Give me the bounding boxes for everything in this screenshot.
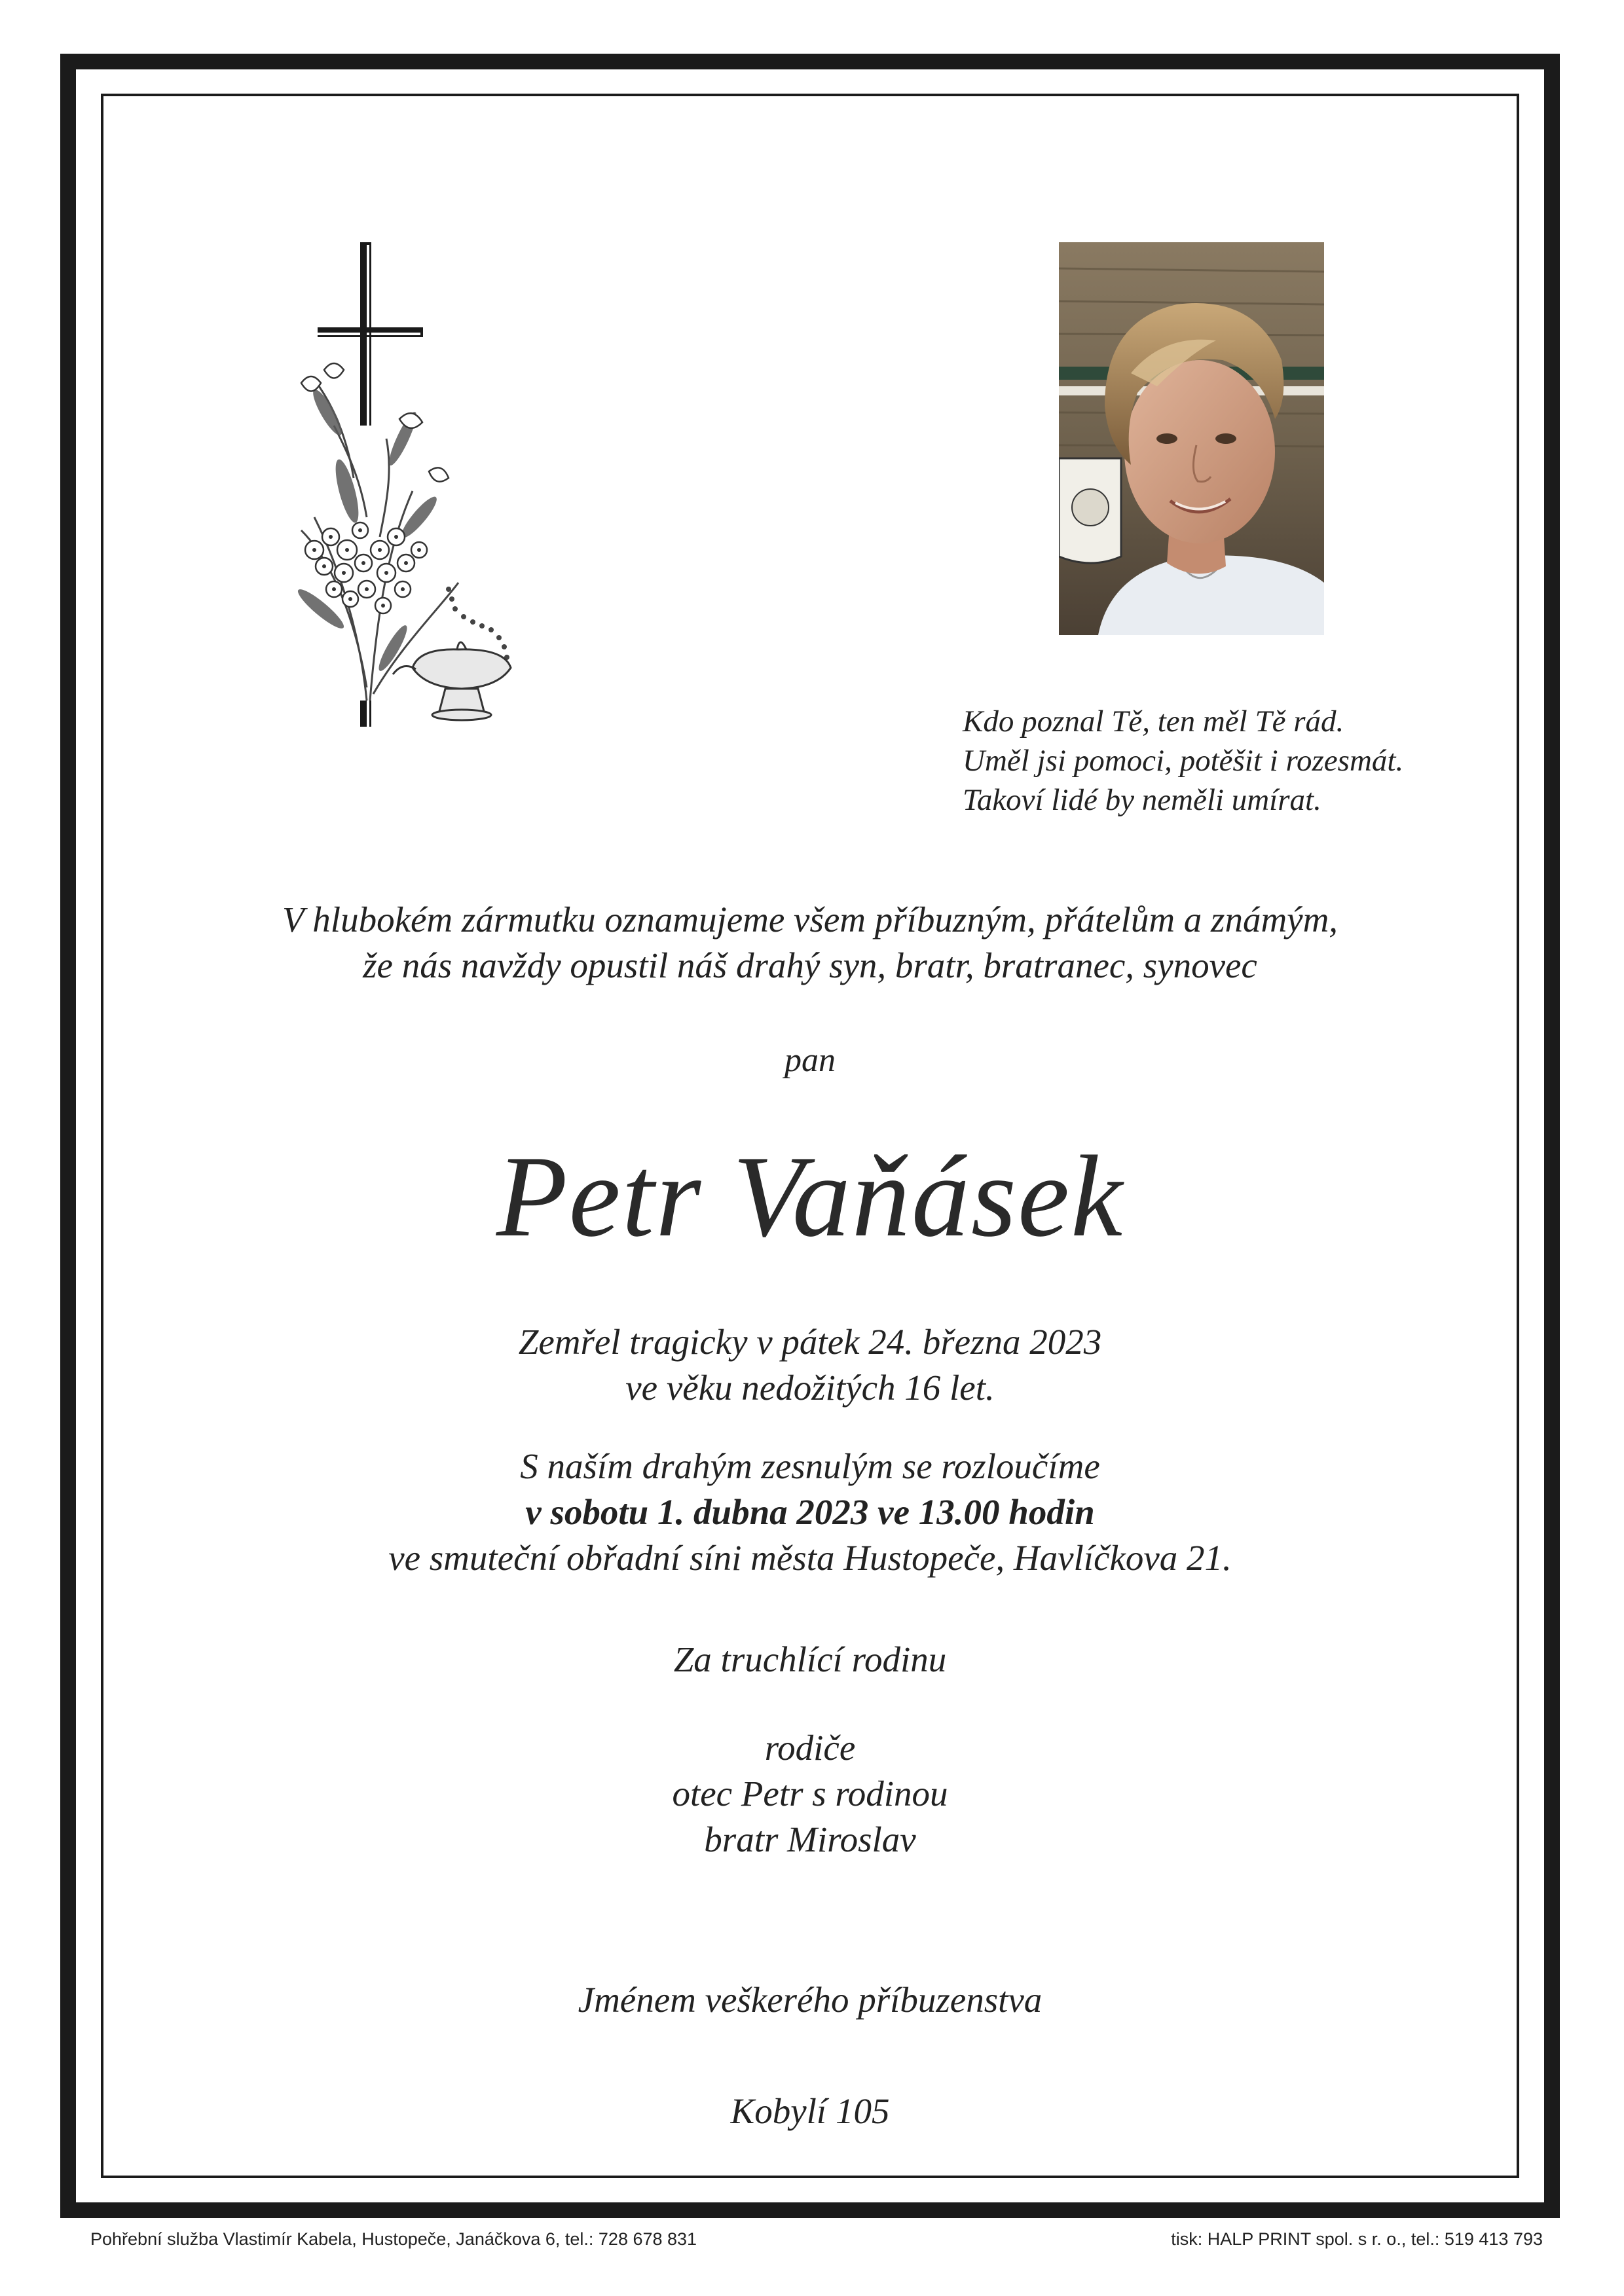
funeral-service-credit: Pohřební služba Vlastimír Kabela, Hustopeče, Janáčkova 6, tel.: 728 678 831 [90, 2229, 697, 2249]
family-signatures [101, 1725, 1519, 1863]
portrait-photo [1059, 242, 1324, 635]
funeral-location: ve smuteční obřadní síni města Hustopeče, Havlíčkova 21. [388, 1538, 1232, 1578]
poem-line: Kdo poznal Tě, ten měl Tě rád. [963, 704, 1344, 738]
death-line: Zemřel tragicky v pátek 24. března 2023 [518, 1322, 1102, 1362]
funeral-date-time: v sobotu 1. dubna 2023 ve 13.00 hodin [525, 1492, 1095, 1532]
death-details [101, 1319, 1519, 1411]
poem-line: Uměl jsi pomoci, potěšit i rozesmát. [963, 744, 1404, 778]
poem-line: Takoví lidé by neměli umírat. [963, 783, 1321, 817]
announcement-text [101, 897, 1519, 989]
family-member: bratr Miroslav [704, 1819, 916, 1859]
announcement-line: že nás navždy opustil náš drahý syn, bratr, bratranec, synovec [363, 945, 1257, 985]
funeral-details [101, 1444, 1519, 1581]
family-address: Kobylí 105 [730, 2091, 890, 2131]
cross-with-flowers-icon [288, 242, 530, 740]
family-member: rodiče [764, 1728, 856, 1768]
salutation: pan [784, 1042, 836, 1079]
mourners-lead: Za truchlící rodinu [673, 1639, 947, 1679]
announcement-line: V hlubokém zármutku oznamujeme všem příbuzným, přátelům a známým, [282, 900, 1338, 939]
printer-credit: tisk: HALP PRINT spol. s r. o., tel.: 519 413 793 [1171, 2229, 1543, 2249]
death-line: ve věku nedožitých 16 let. [625, 1368, 995, 1408]
relatives-note: Jménem veškerého příbuzenstva [578, 1980, 1043, 2020]
deceased-name: Petr Vaňásek [496, 1131, 1124, 1261]
memorial-poem [963, 702, 1403, 820]
farewell-line: S naším drahým zesnulým se rozloučíme [520, 1446, 1100, 1486]
family-member: otec Petr s rodinou [672, 1774, 948, 1813]
